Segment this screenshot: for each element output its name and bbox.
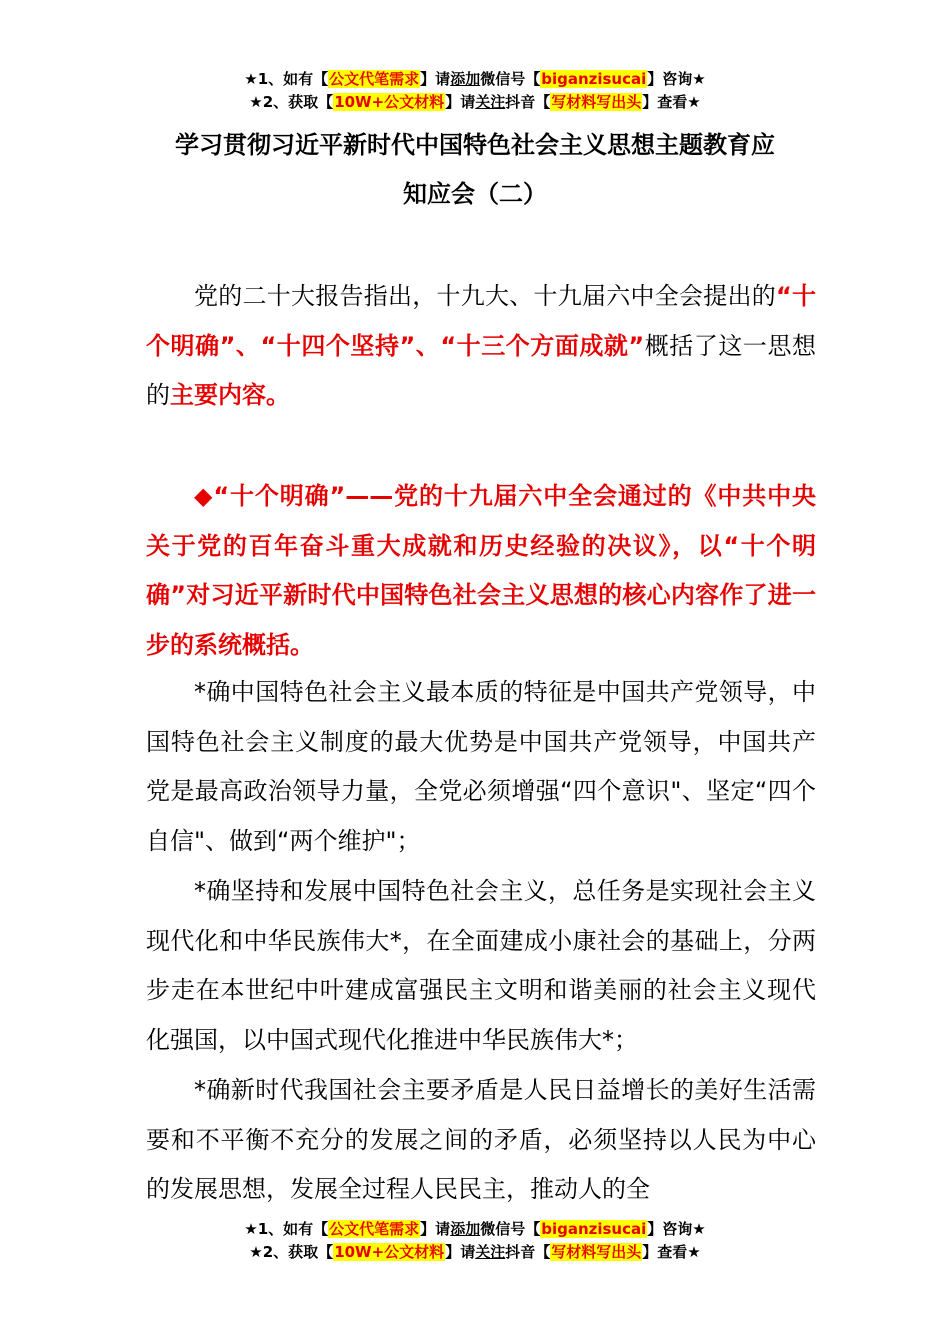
section-heading: ◆“十个明确”——党的十九届六中全会通过的《中共中央关于党的百年奋斗重大成就和历史经验的决议》，以“十个明确”对习近平新时代中国特色社会主义思想的核心内容作了进一步的系统概括。 xyxy=(146,482,816,659)
intro-paragraph: 党的二十大报告指出，十九大、十九届六中全会提出的“十个明确”、“十四个坚持”、“十三个方面成就”概括了这一思想的主要内容。 xyxy=(146,282,816,409)
notice-line-1: ★1、如有【公文代笔需求】请添加微信号【biganzisucai】咨询★ xyxy=(244,70,706,88)
highlight-materials: 10W+公文材料 xyxy=(334,1243,445,1261)
highlight-materials: 10W+公文材料 xyxy=(334,93,445,111)
highlight-douyin: 写材料写出头 xyxy=(551,93,642,111)
highlight-service: 公文代笔需求 xyxy=(329,1220,420,1238)
list-item: *确坚持和发展中国特色社会主义，总任务是实现社会主义现代化和中华民族伟大*，在全面建成小康社会的基础上，分两步走在本世纪中叶建成富强民主文明和谐美丽的社会主义现代化强国，以中国式现代化推进中华民族伟大*； xyxy=(146,877,816,1054)
top-notice xyxy=(0,68,950,114)
highlight-service: 公文代笔需求 xyxy=(329,70,420,88)
main-content-phrase: 主要内容。 xyxy=(170,381,290,409)
notice-line-2: ★2、获取【10W+公文材料】请关注抖音【写材料写出头】查看★ xyxy=(249,93,701,111)
highlight-douyin: 写材料写出头 xyxy=(551,1243,642,1261)
list-item: *确中国特色社会主义最本质的特征是中国共产党领导，中国特色社会主义制度的最大优势是中国共产党领导，中国共产党是最高政治领导力量，全党必须增强“四个意识"、坚定“四个自信"、做到“两个维护"； xyxy=(146,678,816,855)
notice-line-2: ★2、获取【10W+公文材料】请关注抖音【写材料写出头】查看★ xyxy=(249,1243,701,1261)
list-item: *确新时代我国社会主要矛盾是人民日益增长的美好生活需要和不平衡不充分的发展之间的矛盾，必须坚持以人民为中心的发展思想，发展全过程人民民主，推动人的全 xyxy=(146,1076,816,1203)
bottom-notice xyxy=(0,1218,950,1264)
highlight-wechat-id: biganzisucai xyxy=(541,1220,647,1238)
notice-line-1: ★1、如有【公文代笔需求】请添加微信号【biganzisucai】咨询★ xyxy=(244,1220,706,1238)
document-title-line-2: 知应会（二） xyxy=(403,180,547,208)
key-phrases: “十个明确”、“十四个坚持”、“十三个方面成就” xyxy=(146,282,816,360)
document-title-line-1: 学习贯彻习近平新时代中国特色社会主义思想主题教育应 xyxy=(175,131,775,159)
highlight-wechat-id: biganzisucai xyxy=(541,70,647,88)
